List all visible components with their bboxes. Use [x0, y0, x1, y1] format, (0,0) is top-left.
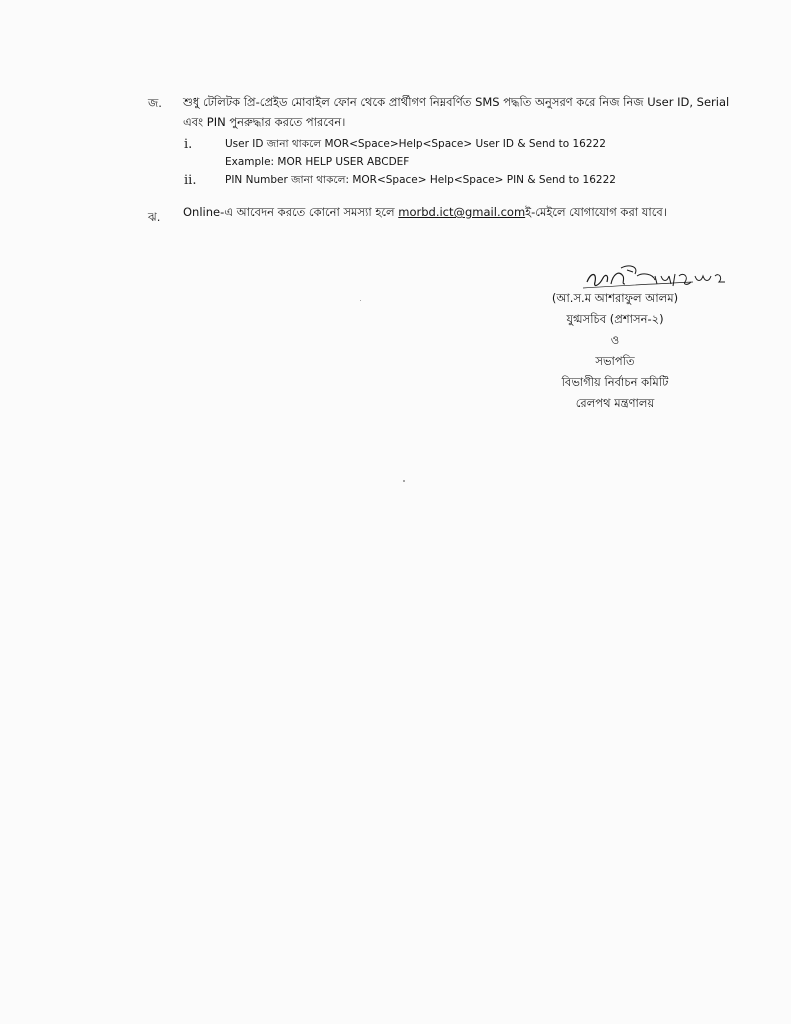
- signatory-name: (আ.স.ম আশরাফুল আলম): [551, 291, 679, 305]
- sub-item-i-line2: Example: MOR HELP USER ABCDEF: [225, 156, 410, 168]
- item-marker-jho: ঝ.: [148, 210, 161, 224]
- signature-block: [520, 288, 710, 414]
- item-jo-line2: এবং PIN পুনরুদ্ধার করতে পারবেন।: [183, 115, 346, 129]
- item-jho-line: [183, 203, 667, 221]
- sub-item-ii-line1: PIN Number জানা থাকলে: MOR<Space> Help<Space> PIN & Send to 16222: [225, 174, 616, 186]
- signatory-committee: বিভাগীয় নির্বাচন কমিটি: [561, 375, 669, 389]
- item-jho-text-before: Online-এ আবেদন করতে কোনো সমস্যা হলে: [183, 205, 399, 219]
- sub-item-i-line1: User ID জানা থাকলে MOR<Space>Help<Space> User ID & Send to 16222: [225, 138, 606, 150]
- email-link[interactable]: morbd.ict@gmail.com: [398, 205, 526, 219]
- sub-item-numeral-i: i.: [184, 137, 193, 152]
- sub-item-numeral-ii: ii.: [184, 173, 197, 188]
- scan-speck: [360, 300, 361, 301]
- signatory-ministry: রেলপথ মন্ত্রণালয়: [575, 396, 655, 410]
- item-marker-jo: জ.: [148, 96, 162, 110]
- item-jho-text-after: ই-মেইলে যোগাযোগ করা যাবে।: [525, 205, 667, 219]
- item-jo-line1: শুধু টেলিটক প্রি-প্রেইড মোবাইল ফোন থেকে প্রার্থীগণ নিম্নবর্ণিত SMS পদ্ধতি অনুসরণ করে নিজ নিজ User ID, Serial: [183, 95, 730, 109]
- signatory-conjunction: ও: [610, 333, 620, 347]
- signatory-designation: যুগ্মসচিব (প্রশাসন-২): [566, 312, 664, 326]
- scan-speck: [403, 480, 405, 482]
- signatory-role: সভাপতি: [595, 354, 635, 368]
